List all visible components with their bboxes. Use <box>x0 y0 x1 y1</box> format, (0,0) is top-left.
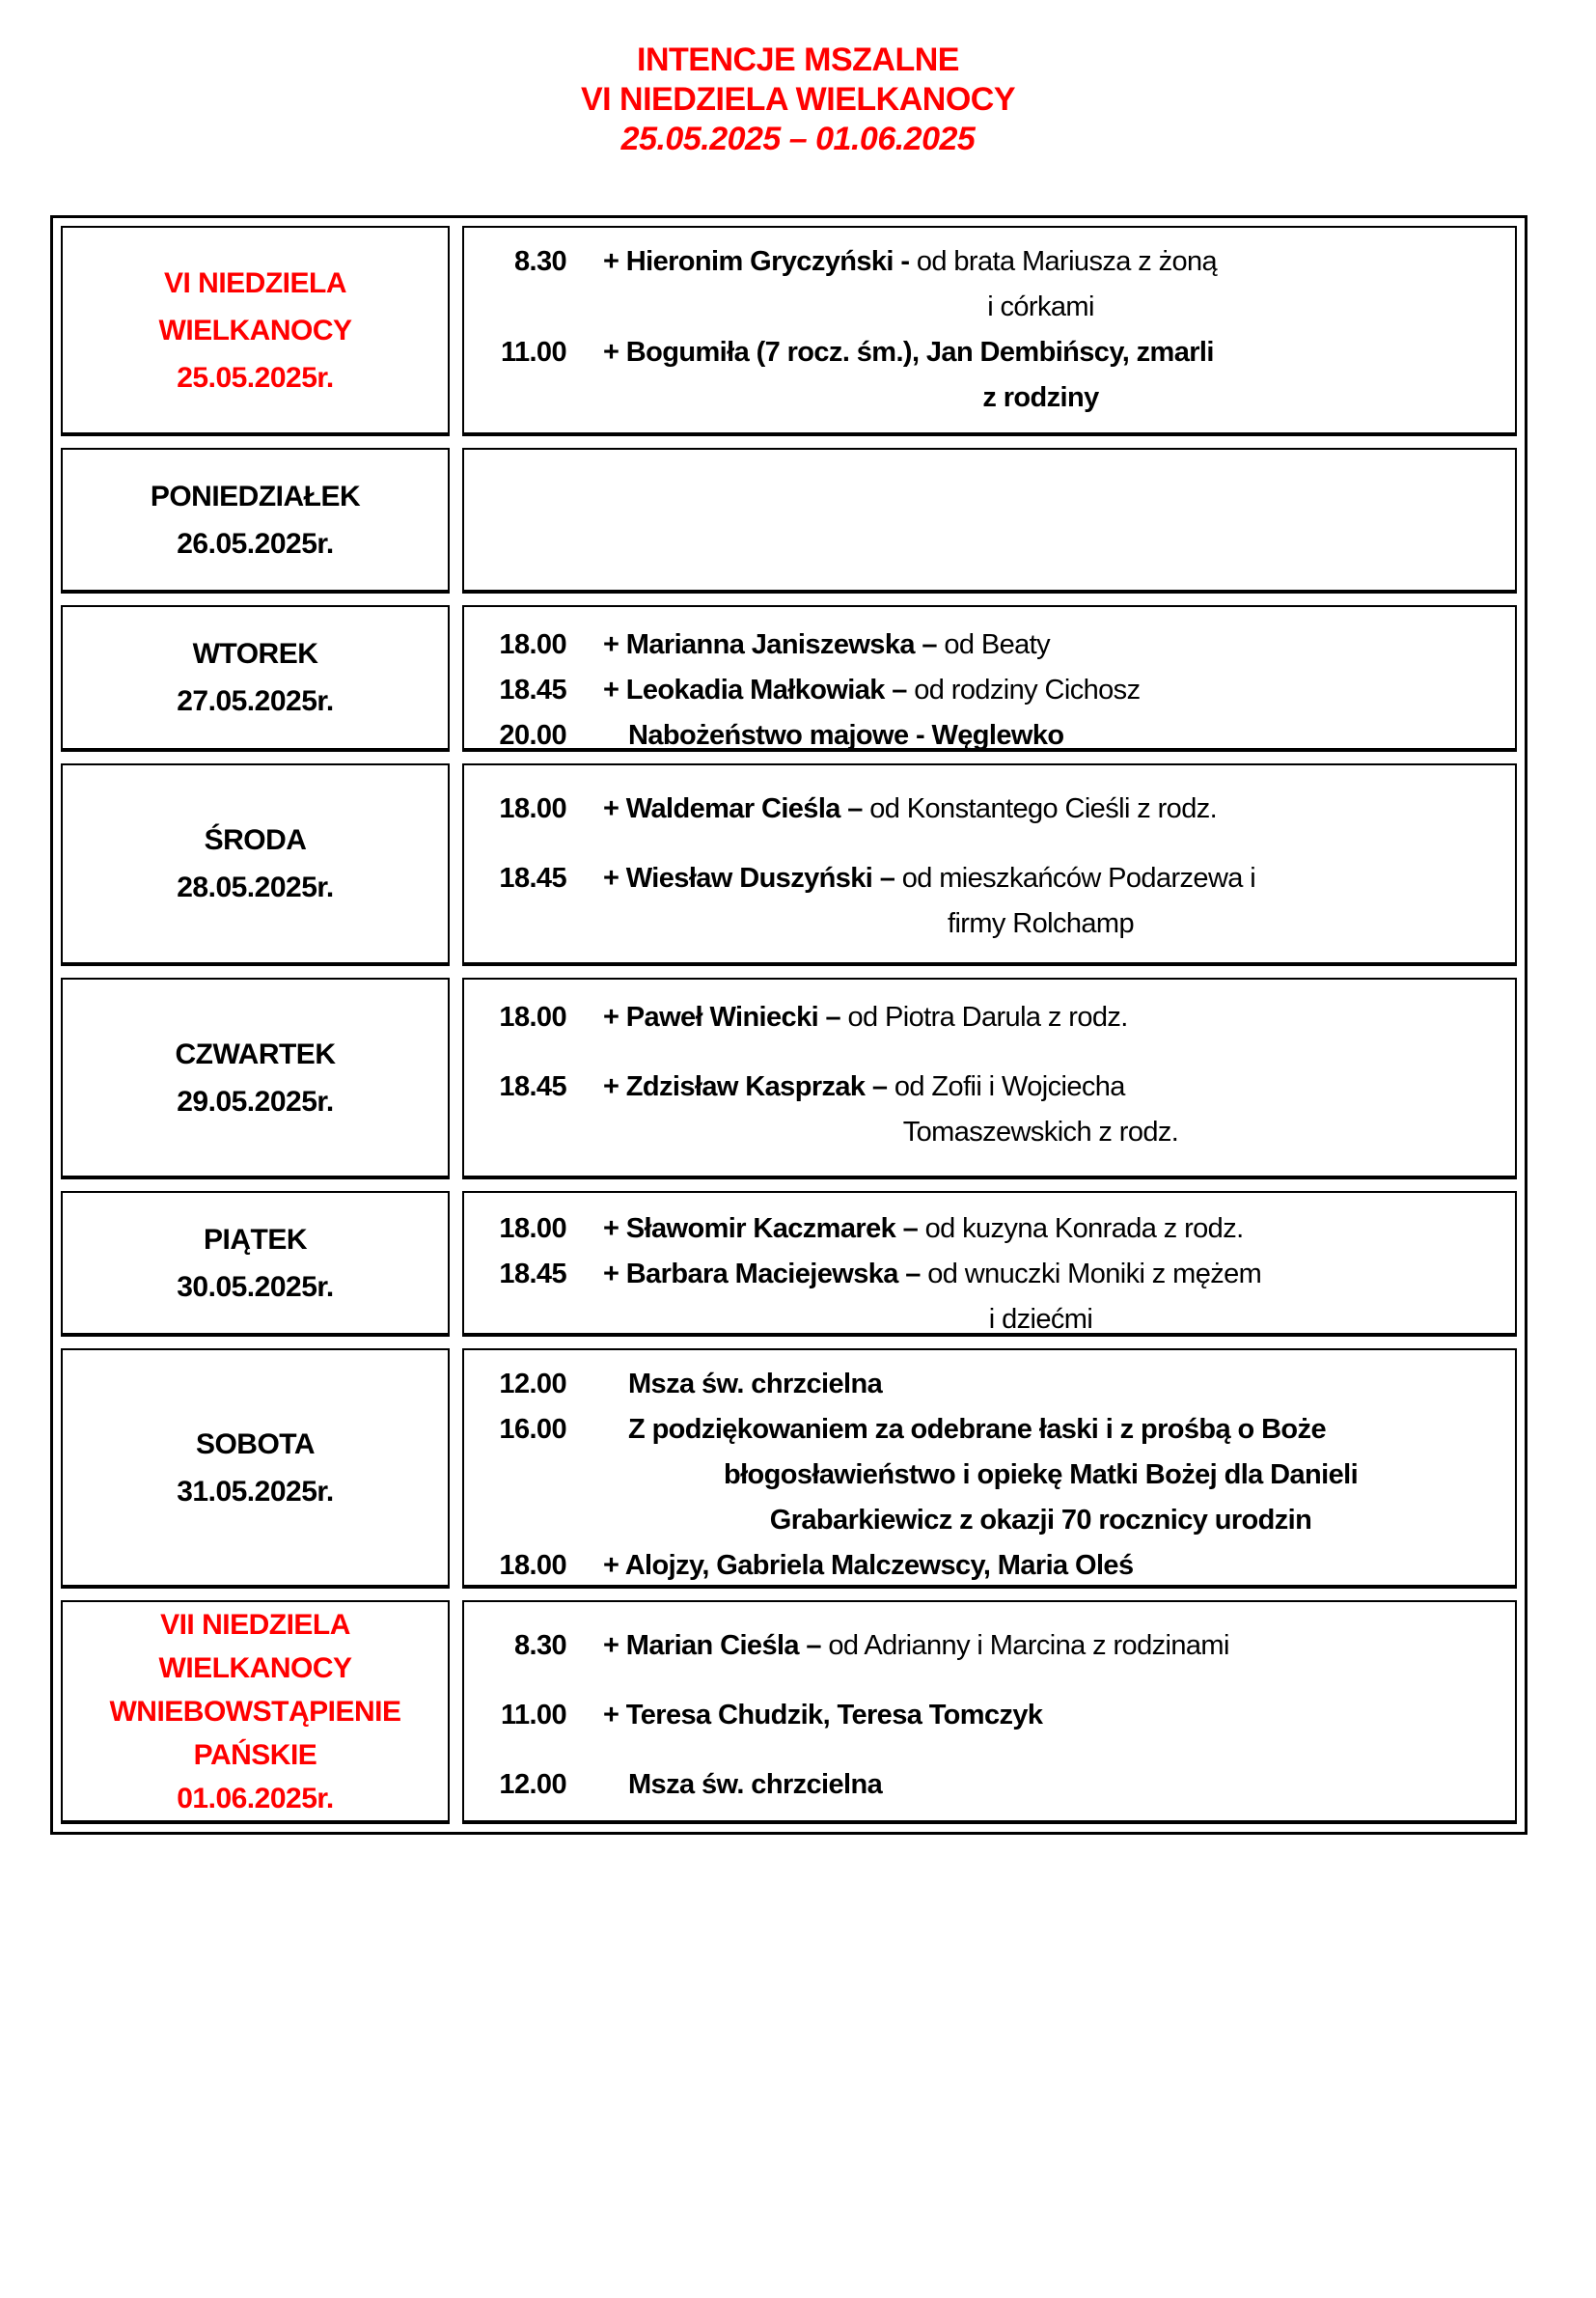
entry-time: 18.00 <box>499 1550 566 1581</box>
text-segment: od Zofii i Wojciecha <box>894 1071 1125 1102</box>
day-cell <box>61 978 450 1179</box>
entry-text <box>603 856 1478 901</box>
entry-time: 18.45 <box>499 1071 566 1102</box>
entry-line <box>483 239 1505 285</box>
day-line: 29.05.2025r. <box>177 1085 334 1118</box>
entry-text <box>603 1623 1478 1669</box>
day-line: 25.05.2025r. <box>177 361 334 394</box>
day-line: WNIEBOWSTĄPIENIE <box>109 1695 401 1728</box>
entry-text <box>603 1206 1478 1252</box>
day-line: PAŃSKIE <box>193 1738 317 1771</box>
text-segment: od brata Mariusza z żoną <box>916 246 1218 277</box>
entry-line <box>483 1543 1505 1589</box>
text-segment: od Adrianny i Marcina z rodzinami <box>828 1630 1229 1661</box>
text-segment: od Beaty <box>944 629 1051 660</box>
entry-line <box>483 1362 1505 1407</box>
page-title-block <box>0 41 1596 159</box>
day-line: 28.05.2025r. <box>177 872 334 903</box>
entry-time: 18.00 <box>499 1213 566 1244</box>
day-line: VII NIEDZIELA <box>160 1608 350 1641</box>
schedule-row <box>61 226 1517 436</box>
entry-time: 12.00 <box>499 1769 566 1800</box>
intentions-cell <box>462 1191 1517 1337</box>
day-line: CZWARTEK <box>175 1038 336 1070</box>
entry-time: 8.30 <box>513 246 566 277</box>
day-cell <box>61 1191 450 1337</box>
intentions-cell <box>462 226 1517 436</box>
text-segment: + Alojzy, Gabriela Malczewscy, Maria Oleś <box>603 1550 1134 1581</box>
intentions-cell <box>462 763 1517 966</box>
entry-time: 18.00 <box>499 793 566 824</box>
text-segment: i córkami <box>987 291 1094 322</box>
entry-time: 16.00 <box>499 1414 566 1445</box>
day-line: PONIEDZIAŁEK <box>150 480 361 512</box>
text-segment: Msza św. chrzcielna <box>628 1369 883 1399</box>
entry-text <box>603 330 1478 375</box>
day-line: 01.06.2025r. <box>177 1782 334 1814</box>
day-line: ŚRODA <box>204 824 307 856</box>
entry-text <box>603 375 1478 421</box>
entry-line <box>483 1110 1505 1155</box>
entry-text <box>603 1407 1478 1453</box>
entry-time: 11.00 <box>501 1700 566 1730</box>
text-segment: i dziećmi <box>988 1304 1093 1335</box>
entry-line <box>483 623 1505 668</box>
text-segment: Tomaszewskich z rodz. <box>902 1117 1179 1148</box>
entry-line <box>483 1252 1505 1297</box>
intentions-cell <box>462 448 1517 594</box>
entry-time: 18.45 <box>499 863 566 894</box>
entry-time: 18.00 <box>499 1002 566 1033</box>
entry-text <box>603 1693 1478 1738</box>
entry-line <box>483 856 1505 901</box>
entry-line <box>483 668 1505 713</box>
schedule-row <box>61 978 1517 1179</box>
text-segment: + Barbara Maciejewska – <box>603 1259 928 1289</box>
entry-line <box>483 995 1505 1040</box>
text-segment: Nabożeństwo majowe - Węglewko <box>628 720 1064 751</box>
entry-line <box>483 1297 1505 1343</box>
text-segment: od Piotra Darula z rodz. <box>847 1002 1128 1033</box>
text-segment: + Paweł Winiecki – <box>603 1002 848 1033</box>
day-line: PIĄTEK <box>203 1223 307 1256</box>
entry-line <box>483 285 1505 330</box>
entry-text <box>603 285 1478 330</box>
schedule-row <box>61 763 1517 966</box>
entry-line <box>483 1693 1505 1738</box>
day-line: VI NIEDZIELA <box>163 266 346 299</box>
intentions-cell <box>462 605 1517 752</box>
text-segment: od rodziny Cichosz <box>914 675 1141 706</box>
entry-time: 8.30 <box>513 1630 566 1661</box>
text-segment: firmy Rolchamp <box>947 908 1135 939</box>
text-segment: błogosławieństwo i opiekę Matki Bożej dla Danieli <box>723 1459 1359 1490</box>
entry-line <box>483 713 1505 759</box>
intentions-cell <box>462 978 1517 1179</box>
text-segment: + Hieronim Gryczyński - <box>603 246 917 277</box>
intentions-cell <box>462 1348 1517 1589</box>
day-cell <box>61 1348 450 1589</box>
text-segment: od wnuczki Moniki z mężem <box>927 1259 1262 1289</box>
entry-text <box>603 1762 1478 1808</box>
entry-text <box>603 787 1478 832</box>
text-segment: Msza św. chrzcielna <box>628 1769 883 1800</box>
entry-time: 18.45 <box>499 675 566 706</box>
entry-text <box>603 1453 1478 1498</box>
entry-time: 20.00 <box>499 720 566 751</box>
day-line: SOBOTA <box>195 1427 316 1460</box>
text-segment: od Konstantego Cieśli z rodz. <box>869 793 1218 824</box>
entry-text <box>603 1110 1478 1155</box>
schedule-row <box>61 605 1517 752</box>
intentions-cell <box>462 1600 1517 1824</box>
page-subtitle: VI NIEDZIELA WIELKANOCY <box>580 81 1016 118</box>
entry-line <box>483 1498 1505 1543</box>
entry-line <box>483 1206 1505 1252</box>
entry-time: 18.00 <box>499 629 566 660</box>
entry-text <box>603 1498 1478 1543</box>
day-line: WIELKANOCY <box>158 1651 352 1684</box>
text-segment: + Marian Cieśla – <box>603 1630 829 1661</box>
day-cell <box>61 226 450 436</box>
entry-line <box>483 1762 1505 1808</box>
entry-time: 11.00 <box>501 337 566 368</box>
text-segment: + Zdzisław Kasprzak – <box>603 1071 894 1102</box>
text-segment: + Sławomir Kaczmarek – <box>603 1213 925 1244</box>
day-line: WIELKANOCY <box>158 314 352 346</box>
day-cell <box>61 605 450 752</box>
entry-text <box>603 713 1478 759</box>
text-segment: Grabarkiewicz z okazji 70 rocznicy urodzin <box>769 1505 1312 1536</box>
entry-line <box>483 1623 1505 1669</box>
day-line: 31.05.2025r. <box>177 1475 334 1508</box>
entry-text <box>603 901 1478 947</box>
page-title: INTENCJE MSZALNE <box>637 42 959 78</box>
schedule-row <box>61 1600 1517 1824</box>
text-segment: + Bogumiła (7 rocz. śm.), Jan Dembińscy, zmarli <box>603 337 1214 368</box>
entry-line <box>483 1407 1505 1453</box>
text-segment: + Wiesław Duszyński – <box>603 863 902 894</box>
day-cell <box>61 1600 450 1824</box>
entry-line <box>483 330 1505 375</box>
date-range: 25.05.2025 – 01.06.2025 <box>620 121 976 157</box>
schedule-row <box>61 1191 1517 1337</box>
entry-line <box>483 1065 1505 1110</box>
day-line: WTOREK <box>192 638 318 670</box>
day-line: 27.05.2025r. <box>177 685 334 717</box>
day-cell <box>61 448 450 594</box>
entry-text <box>603 239 1478 285</box>
entry-time: 12.00 <box>499 1369 566 1399</box>
entry-line <box>483 375 1505 421</box>
text-segment: + Marianna Janiszewska – <box>603 629 945 660</box>
text-segment: + Teresa Chudzik, Teresa Tomczyk <box>603 1700 1043 1730</box>
entry-text <box>603 1362 1478 1407</box>
schedule-row <box>61 448 1517 594</box>
text-segment: + Leokadia Małkowiak – <box>603 675 915 706</box>
text-segment: z rodziny <box>982 382 1099 413</box>
entry-line <box>483 1453 1505 1498</box>
day-line: 26.05.2025r. <box>177 527 334 560</box>
text-segment: Z podziękowaniem za odebrane łaski i z prośbą o Boże <box>628 1414 1326 1445</box>
entry-line <box>483 901 1505 947</box>
text-segment: + Waldemar Cieśla – <box>603 793 870 824</box>
entry-text <box>603 995 1478 1040</box>
text-segment: od kuzyna Konrada z rodz. <box>924 1213 1244 1244</box>
day-cell <box>61 763 450 966</box>
schedule-row <box>61 1348 1517 1589</box>
entry-text <box>603 668 1478 713</box>
text-segment: od mieszkańców Podarzewa i <box>901 863 1256 894</box>
entry-line <box>483 787 1505 832</box>
entry-text <box>603 1252 1478 1297</box>
entry-text <box>603 1065 1478 1110</box>
day-line: 30.05.2025r. <box>177 1270 334 1303</box>
mass-intentions-table <box>50 215 1527 1835</box>
entry-time: 18.45 <box>499 1259 566 1289</box>
entry-text <box>603 1297 1478 1343</box>
entry-text <box>603 623 1478 668</box>
entry-text <box>603 1543 1478 1589</box>
